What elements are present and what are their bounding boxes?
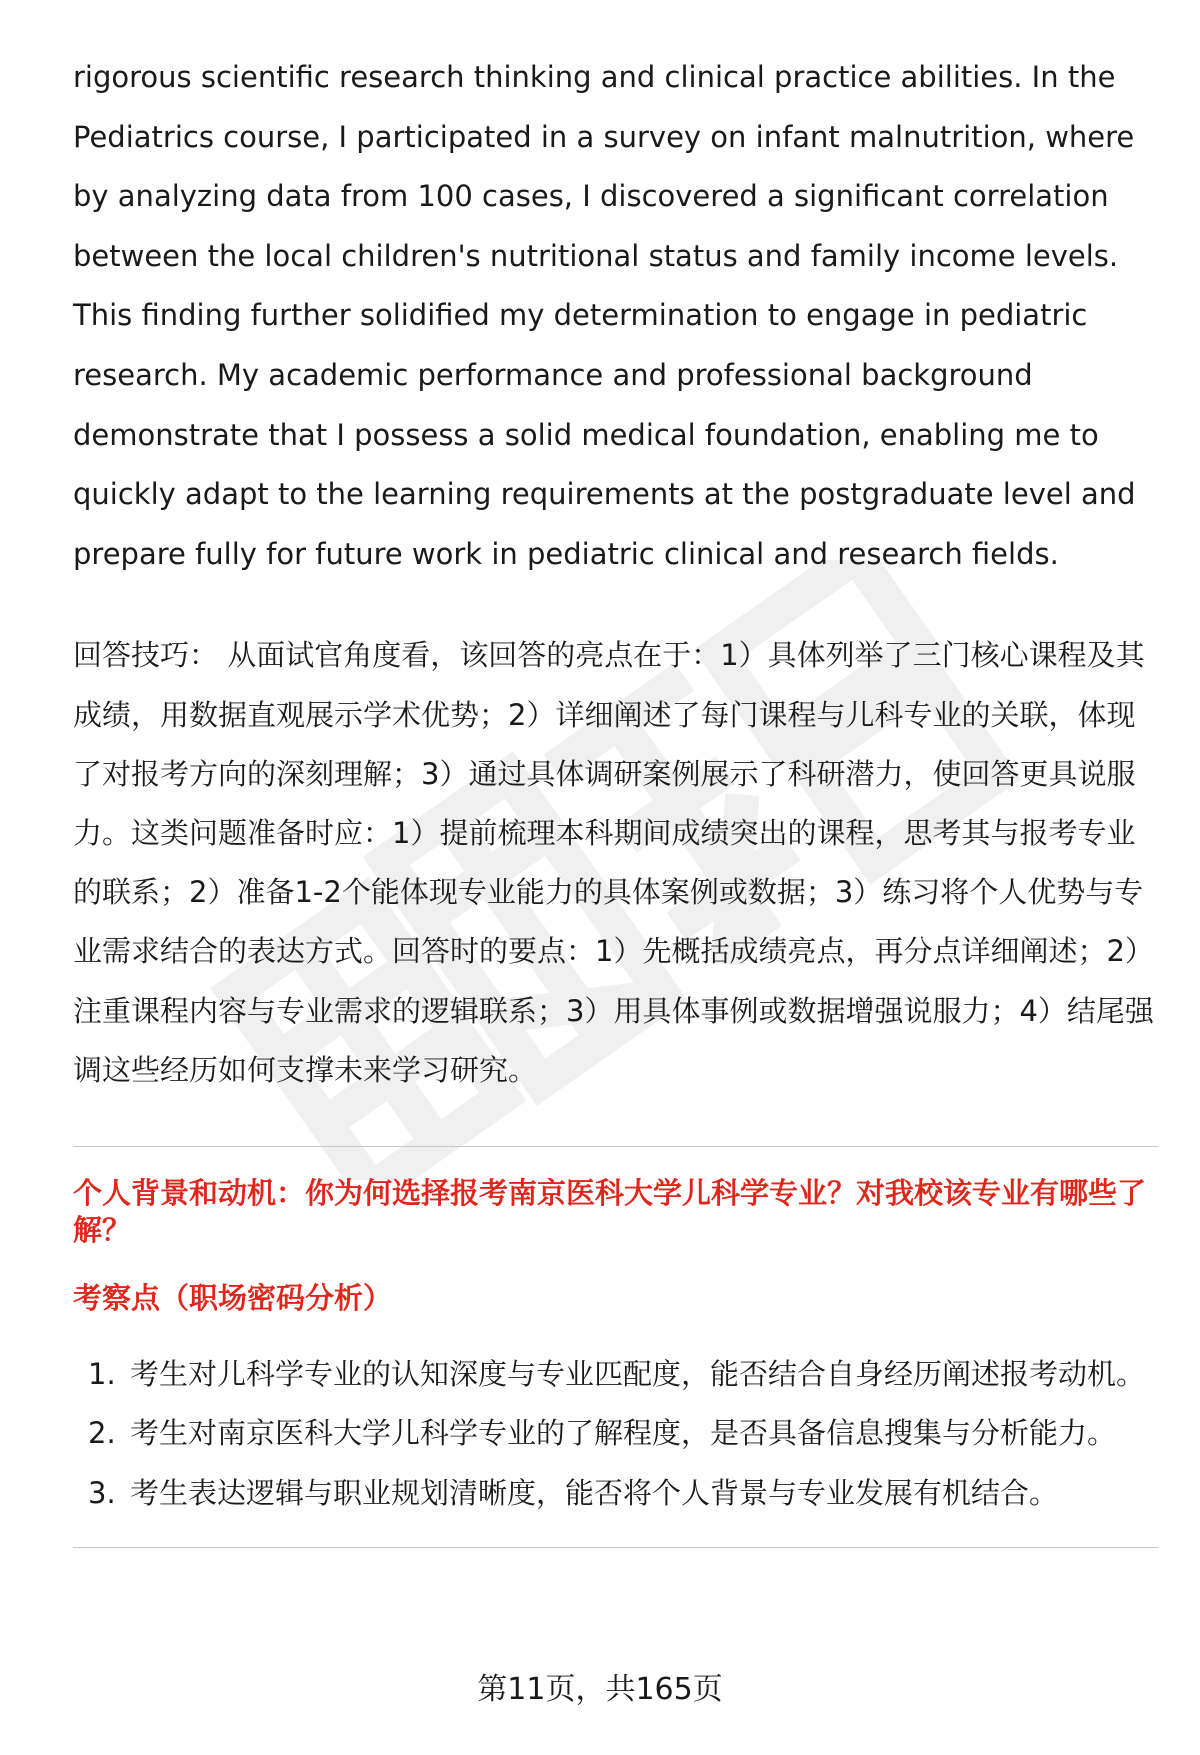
list-item bbox=[73, 1464, 1158, 1524]
footer-divider bbox=[73, 1547, 1158, 1548]
assessment-points-heading: 考察点（职场密码分析） bbox=[73, 1280, 393, 1315]
answer-tips-paragraph: 回答技巧： 从面试官角度看，该回答的亮点在于：1）具体列举了三门核心课程及其成绩，用数据直观展示学术优势；2）详细阐述了每门课程与儿科专业的关联，体现了对报考方向的深刻理解；3）通过具体调研案例展示了科研潜力，使回答更具说服力。这类问题准备时应：1）提前梳理本科期间成绩突出的课程，思考其与报考专业的联系；2）准备1-2个能体现专业能力的具体案例或数据；3）练习将个人优势与专业需求结合的表达方式。回答时的要点：1）先概括成绩亮点，再分点详细阐述；2）注重课程内容与专业需求的逻辑联系；3）用具体事例或数据增强说服力；4）结尾强调这些经历如何支撑未来学习研究。 bbox=[73, 638, 1154, 1087]
list-item bbox=[73, 1404, 1158, 1464]
list-item-number: 3. bbox=[88, 1475, 116, 1510]
page-content bbox=[73, 48, 1158, 1548]
page-number: 第11页，共165页 bbox=[477, 1672, 723, 1707]
list-item-number: 2. bbox=[88, 1416, 116, 1451]
list-item-text: 考生表达逻辑与职业规划清晰度，能否将个人背景与专业发展有机结合。 bbox=[130, 1475, 1059, 1510]
list-item-text: 考生对儿科学专业的认知深度与专业匹配度，能否结合自身经历阐述报考动机。 bbox=[130, 1356, 1146, 1391]
list-item bbox=[73, 1345, 1158, 1405]
question-title: 个人背景和动机：你为何选择报考南京医科大学儿科学专业？对我校该专业有哪些了解？ bbox=[73, 1175, 1147, 1247]
list-item-text: 考生对南京医科大学儿科学专业的了解程度，是否具备信息搜集与分析能力。 bbox=[130, 1416, 1117, 1451]
section-divider bbox=[73, 1146, 1158, 1147]
assessment-points-list bbox=[73, 1345, 1158, 1524]
list-item-number: 1. bbox=[88, 1356, 116, 1391]
english-answer-paragraph: rigorous scientific research thinking and clinical practice abilities. In the Pediatrics course, I participated in a survey on infant malnutrition, where by analyzing data from 100 cases, I discovered a significant correlation between the local children's nutritional status and family income levels. This finding further solidified my determination to engage in pediatric research. My academic performance and professional background demonstrate that I possess a solid medical foundation, enabling me to quickly adapt to the learning requirements at the postgraduate level and prepare fully for future work in pediatric clinical and research fields. bbox=[73, 60, 1136, 571]
